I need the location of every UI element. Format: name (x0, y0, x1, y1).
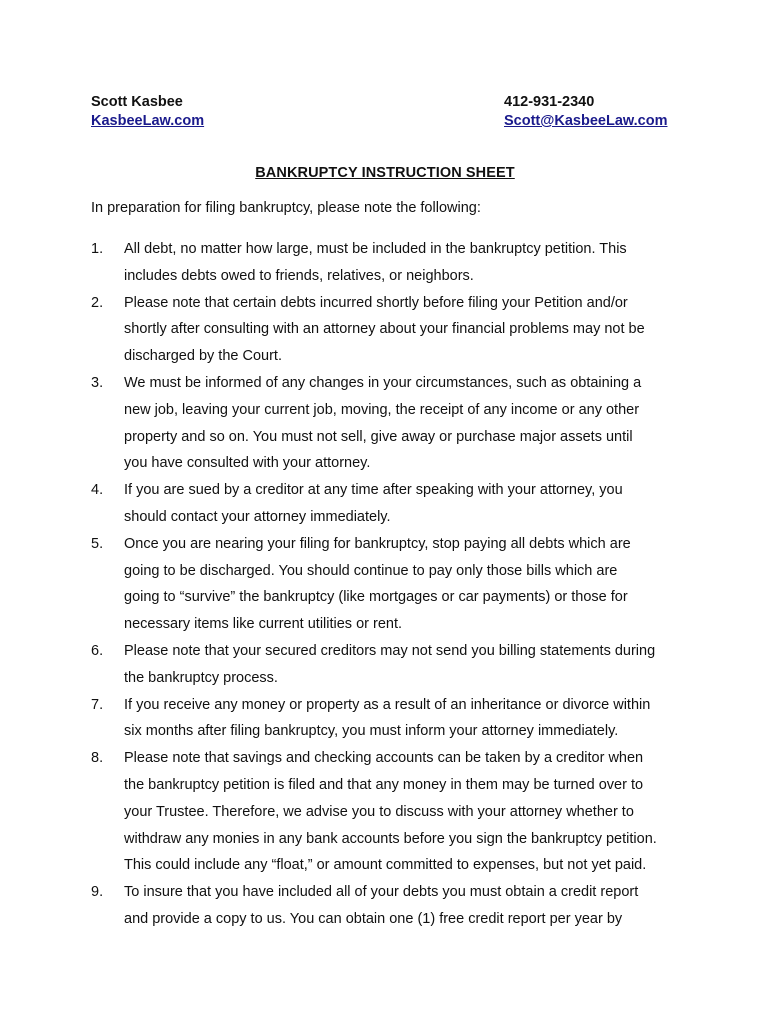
item-text-line: To insure that you have included all of your debts you must obtain a credit report (124, 884, 639, 901)
item-text-line: We must be informed of any changes in your circumstances, such as obtaining a (124, 374, 642, 391)
list-item (91, 477, 691, 531)
item-text-line: you have consulted with your attorney. (124, 455, 371, 472)
list-item (91, 236, 691, 290)
phone-number: 412-931-2340 (504, 94, 595, 110)
item-text-line: the bankruptcy petition is filed and that any money in them may be turned over to (124, 776, 644, 793)
item-number: 5. (91, 535, 104, 552)
item-text-line: This could include any “float,” or amount committed to expenses, but not yet paid. (124, 857, 647, 874)
item-text-line: the bankruptcy process. (124, 669, 278, 686)
list-item (91, 290, 691, 370)
item-number: 2. (91, 294, 104, 311)
item-number: 7. (91, 696, 104, 713)
list-item (91, 370, 691, 477)
header-right (504, 93, 667, 131)
item-number: 4. (91, 482, 104, 499)
item-text-line: Please note that savings and checking accounts can be taken by a creditor when (124, 750, 644, 767)
list-item (91, 531, 691, 638)
item-text-line: your Trustee. Therefore, we advise you to discuss with your attorney whether to (124, 803, 634, 820)
item-text-line: Once you are nearing your filing for bankruptcy, stop paying all debts which are (124, 535, 631, 552)
header-left (91, 93, 204, 131)
item-text-line: shortly after consulting with an attorney about your financial problems may not be (124, 321, 645, 338)
intro-text: In preparation for filing bankruptcy, please note the following: (91, 200, 481, 216)
item-text-line: withdraw any monies in any bank accounts before you sign the bankruptcy petition. (124, 830, 657, 847)
item-number: 3. (91, 374, 104, 391)
item-text-line: property and so on. You must not sell, give away or purchase major assets until (124, 428, 633, 445)
list-item (91, 879, 691, 933)
list-item (91, 638, 691, 692)
document-title: BANKRUPTCY INSTRUCTION SHEET (255, 165, 515, 181)
item-text-line: and provide a copy to us. You can obtain one (1) free credit report per year by (124, 910, 623, 927)
item-text-line: necessary items like current utilities or rent. (124, 616, 403, 633)
item-text-line: includes debts owed to friends, relatives, or neighbors. (124, 267, 474, 284)
item-text-line: Please note that your secured creditors may not send you billing statements during (124, 642, 656, 659)
website-link[interactable]: KasbeeLaw.com (91, 113, 205, 129)
item-text-line: If you receive any money or property as a result of an inheritance or divorce within (124, 696, 651, 713)
item-text-line: going to “survive” the bankruptcy (like mortgages or car payments) or those for (124, 589, 628, 606)
attorney-name: Scott Kasbee (91, 94, 183, 110)
instruction-list (91, 236, 691, 933)
item-text-line: going to be discharged. You should continue to pay only those bills which are (124, 562, 618, 579)
item-text-line: discharged by the Court. (124, 348, 282, 365)
list-item (91, 692, 691, 746)
item-text-line: Please note that certain debts incurred shortly before filing your Petition and/or (124, 294, 628, 311)
item-text-line: new job, leaving your current job, moving, the receipt of any income or any other (124, 401, 640, 418)
item-text-line: six months after filing bankruptcy, you must inform your attorney immediately. (124, 723, 619, 740)
item-text-line: If you are sued by a creditor at any time after speaking with your attorney, you (124, 482, 623, 499)
item-text-line: should contact your attorney immediately. (124, 508, 391, 525)
item-number: 1. (91, 241, 104, 257)
email-link[interactable]: Scott@KasbeeLaw.com (504, 113, 668, 129)
list-item (91, 745, 691, 879)
item-number: 8. (91, 750, 104, 767)
item-number: 9. (91, 884, 104, 901)
item-number: 6. (91, 642, 104, 659)
item-text-line: All debt, no matter how large, must be included in the bankruptcy petition. This (124, 241, 627, 257)
